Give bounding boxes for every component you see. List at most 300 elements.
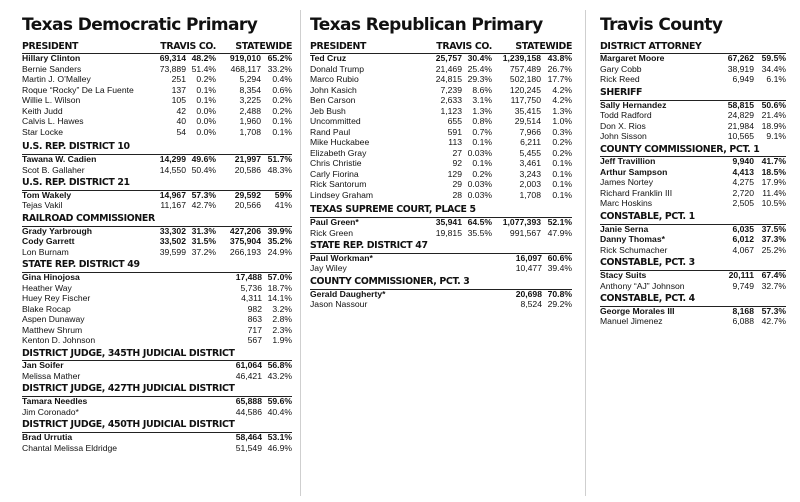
- race-section: [22, 384, 292, 418]
- statewide-percent: 0.1%: [552, 179, 572, 190]
- travis-percent: 31.3%: [191, 225, 216, 236]
- candidate-name: Roque “Rocky” De La Fuente: [22, 85, 134, 95]
- travis-votes: 38,919: [727, 63, 754, 74]
- statewide-percent: 4.2%: [552, 95, 572, 106]
- statewide-percent: 0.1%: [552, 189, 572, 200]
- statewide-votes: 1,239,158: [502, 53, 541, 64]
- race-title: DISTRICT JUDGE, 345TH JUDICIAL DISTRICT: [22, 347, 235, 359]
- travis-percent: 64.5%: [467, 217, 492, 228]
- travis-percent: 18.7%: [267, 282, 292, 293]
- travis-percent: 0.1%: [196, 95, 216, 106]
- race-section: [22, 42, 292, 139]
- travis-votes: 9,940: [732, 156, 754, 167]
- race-title: COUNTY COMMISSIONER, PCT. 3: [310, 275, 470, 287]
- candidate-row: [600, 157, 786, 168]
- statewide-votes: 757,489: [509, 63, 541, 74]
- travis-percent: 18.5%: [761, 166, 786, 177]
- travis-percent: 17.9%: [761, 177, 786, 188]
- candidate-name: George Morales III: [600, 306, 675, 316]
- travis-votes: 9,749: [732, 280, 754, 291]
- candidate-name: Gerald Daugherty*: [310, 289, 386, 299]
- travis-votes: 21,984: [727, 120, 754, 131]
- candidate-name: Carly Fiorina: [310, 169, 359, 179]
- travis-votes: 58,464: [235, 432, 262, 443]
- race-section: [600, 42, 786, 86]
- candidate-name: Hillary Clinton: [22, 54, 81, 64]
- race-section: [22, 214, 292, 258]
- travis-votes: 567: [247, 335, 262, 346]
- travis-votes: 14,967: [159, 189, 186, 200]
- statewide-percent: 0.1%: [552, 158, 572, 169]
- travis-percent: 10.5%: [761, 198, 786, 209]
- travis-votes: 21,469: [435, 63, 462, 74]
- column-title: Texas Republican Primary: [310, 15, 543, 35]
- candidate-name: Tejas Vakil: [22, 201, 63, 211]
- statewide-votes: 29,592: [234, 189, 261, 200]
- travis-percent: 37.3%: [761, 234, 786, 245]
- candidate-row: [600, 225, 786, 236]
- travis-votes: 40: [176, 116, 186, 127]
- race-section: [22, 349, 292, 383]
- candidate-name: Donald Trump: [310, 64, 364, 74]
- race-title: PRESIDENT: [22, 40, 79, 52]
- travis-votes: 17,488: [235, 272, 262, 283]
- race-section: [600, 212, 786, 256]
- travis-votes: 73,889: [159, 63, 186, 74]
- travis-percent: 11.4%: [762, 187, 786, 198]
- statewide-percent: 1.3%: [552, 105, 572, 116]
- statewide-percent: 39.9%: [267, 225, 292, 236]
- travis-percent: 0.8%: [472, 116, 492, 127]
- travis-percent: 29.2%: [547, 299, 572, 310]
- race-section: [22, 178, 292, 212]
- travis-percent: 30.4%: [467, 53, 492, 64]
- candidate-name: Jeb Bush: [310, 106, 346, 116]
- statewide-votes: 2,003: [519, 179, 541, 190]
- travis-percent: 39.4%: [547, 263, 572, 274]
- travis-percent: 34.4%: [761, 63, 786, 74]
- travis-percent: 8.6%: [472, 84, 492, 95]
- travis-votes: 655: [447, 116, 462, 127]
- statewide-votes: 3,225: [239, 95, 261, 106]
- travis-votes: 19,815: [435, 227, 462, 238]
- travis-votes: 863: [247, 314, 262, 325]
- travis-percent: 0.03%: [467, 147, 492, 158]
- candidate-name: Scot B. Gallaher: [22, 165, 85, 175]
- race-heading: [600, 294, 786, 307]
- candidate-name: Sally Hernandez: [600, 100, 667, 110]
- statewide-percent: 43.8%: [547, 53, 572, 64]
- travis-votes: 54: [176, 126, 186, 137]
- travis-percent: 48.2%: [191, 53, 216, 64]
- travis-votes: 92: [452, 158, 462, 169]
- travis-votes: 8,524: [520, 299, 542, 310]
- candidate-name: Star Locke: [22, 127, 64, 137]
- candidate-row: [22, 336, 292, 347]
- candidate-row: [22, 166, 292, 177]
- race-section: [22, 142, 292, 176]
- statewide-votes: 427,206: [229, 225, 261, 236]
- race-heading: [600, 258, 786, 271]
- race-section: [310, 205, 572, 239]
- candidate-name: Mike Huckabee: [310, 138, 370, 148]
- travis-votes: 20,111: [728, 270, 754, 281]
- travis-percent: 0.0%: [196, 105, 216, 116]
- statewide-votes: 1,960: [239, 116, 261, 127]
- race-section: [600, 294, 786, 328]
- travis-percent: 56.8%: [267, 360, 292, 371]
- race-title: STATE REP. DISTRICT 47: [310, 240, 428, 252]
- statewide-percent: 51.7%: [267, 154, 292, 165]
- travis-votes: 29: [452, 179, 462, 190]
- candidate-name: Matthew Shrum: [22, 325, 83, 335]
- candidate-row: [600, 54, 786, 65]
- candidate-name: Chris Christie: [310, 159, 362, 169]
- travis-percent: 0.1%: [472, 158, 492, 169]
- travis-votes: 7,239: [440, 84, 462, 95]
- statewide-percent: 0.2%: [272, 95, 292, 106]
- travis-percent: 0.7%: [472, 126, 492, 137]
- travis-percent: 31.5%: [191, 236, 216, 247]
- candidate-name: John Kasich: [310, 85, 357, 95]
- candidate-name: Todd Radford: [600, 111, 652, 121]
- travis-percent: 43.2%: [267, 370, 292, 381]
- column-header-statewide: STATEWIDE: [235, 40, 292, 52]
- travis-percent: 25.2%: [761, 244, 786, 255]
- statewide-percent: 33.2%: [267, 63, 292, 74]
- travis-percent: 46.9%: [267, 442, 292, 453]
- statewide-percent: 0.2%: [552, 137, 572, 148]
- travis-votes: 6,035: [732, 223, 754, 234]
- travis-percent: 40.4%: [267, 406, 292, 417]
- candidate-row: [22, 248, 292, 259]
- travis-votes: 251: [171, 74, 186, 85]
- travis-percent: 53.1%: [267, 432, 292, 443]
- travis-percent: 1.3%: [472, 105, 492, 116]
- travis-votes: 10,477: [515, 263, 542, 274]
- race-title: STATE REP. DISTRICT 49: [22, 259, 140, 271]
- race-title: PRESIDENT: [310, 40, 367, 52]
- statewide-votes: 7,966: [519, 126, 541, 137]
- candidate-name: Margaret Moore: [600, 54, 665, 64]
- candidate-row: [600, 317, 786, 328]
- travis-votes: 10,565: [727, 131, 754, 142]
- candidate-name: Elizabeth Gray: [310, 148, 367, 158]
- statewide-votes: 29,514: [514, 116, 541, 127]
- statewide-percent: 4.2%: [552, 84, 572, 95]
- candidate-name: James Nortey: [600, 178, 654, 188]
- race-heading: [22, 214, 292, 227]
- travis-votes: 44,586: [235, 406, 262, 417]
- candidate-name: Tawana W. Cadien: [22, 155, 97, 165]
- travis-percent: 70.8%: [547, 288, 572, 299]
- race-title: SHERIFF: [600, 86, 643, 98]
- travis-percent: 60.6%: [547, 252, 572, 263]
- travis-votes: 24,829: [727, 110, 754, 121]
- travis-percent: 0.0%: [196, 126, 216, 137]
- travis-percent: 59.6%: [267, 396, 292, 407]
- travis-percent: 57.0%: [267, 272, 292, 283]
- statewide-votes: 991,567: [509, 227, 541, 238]
- travis-percent: 57.3%: [191, 189, 216, 200]
- statewide-percent: 0.3%: [552, 126, 572, 137]
- statewide-votes: 20,586: [234, 164, 261, 175]
- statewide-percent: 24.9%: [267, 246, 292, 257]
- candidate-name: Marco Rubio: [310, 75, 359, 85]
- candidate-name: Willie L. Wilson: [22, 96, 81, 106]
- statewide-votes: 117,750: [510, 95, 541, 106]
- travis-votes: 129: [447, 168, 462, 179]
- travis-votes: 69,314: [159, 53, 186, 64]
- column-republican: [310, 0, 572, 312]
- column-democratic: [22, 0, 292, 455]
- candidate-row: [600, 75, 786, 86]
- candidate-name: Anthony “AJ” Johnson: [600, 281, 685, 291]
- race-title: TEXAS SUPREME COURT, PLACE 5: [310, 204, 476, 216]
- statewide-votes: 5,455: [519, 147, 541, 158]
- travis-votes: 2,720: [732, 187, 754, 198]
- candidate-name: Bernie Sanders: [22, 64, 82, 74]
- statewide-percent: 47.9%: [547, 227, 572, 238]
- column-divider: [585, 10, 586, 496]
- travis-votes: 4,067: [732, 244, 754, 255]
- column-divider: [300, 10, 301, 496]
- travis-percent: 59.5%: [761, 53, 786, 64]
- travis-percent: 0.2%: [472, 168, 492, 179]
- candidate-row: [600, 189, 786, 200]
- column-header-travis: TRAVIS CO.: [160, 40, 216, 52]
- candidate-row: [22, 372, 292, 383]
- statewide-votes: 20,566: [234, 200, 261, 211]
- travis-votes: 137: [171, 84, 186, 95]
- travis-votes: 33,502: [159, 236, 186, 247]
- race-section: [310, 42, 572, 202]
- candidate-name: Don X. Rios: [600, 121, 646, 131]
- travis-votes: 982: [247, 303, 262, 314]
- column-header-statewide: STATEWIDE: [515, 40, 572, 52]
- travis-votes: 16,097: [515, 252, 542, 263]
- travis-votes: 65,888: [235, 396, 262, 407]
- travis-percent: 42.7%: [761, 316, 786, 327]
- travis-percent: 2.3%: [272, 324, 292, 335]
- travis-votes: 591: [447, 126, 462, 137]
- travis-percent: 0.1%: [472, 137, 492, 148]
- race-title: RAILROAD COMMISSIONER: [22, 212, 155, 224]
- statewide-votes: 3,461: [519, 158, 541, 169]
- statewide-votes: 6,211: [520, 137, 541, 148]
- race-section: [310, 241, 572, 275]
- candidate-row: [22, 408, 292, 419]
- candidate-name: Marc Hoskins: [600, 199, 653, 209]
- travis-percent: 25.4%: [467, 63, 492, 74]
- candidate-name: Uncommitted: [310, 117, 361, 127]
- travis-percent: 32.7%: [761, 280, 786, 291]
- statewide-percent: 41%: [274, 200, 292, 211]
- candidate-name: Jan Soifer: [22, 361, 64, 371]
- candidate-name: Calvis L. Hawes: [22, 117, 84, 127]
- candidate-name: Chantal Melissa Eldridge: [22, 443, 118, 453]
- candidate-name: Tamara Needles: [22, 397, 88, 407]
- travis-percent: 21.4%: [761, 110, 786, 121]
- travis-percent: 50.4%: [191, 164, 216, 175]
- statewide-votes: 919,010: [229, 53, 261, 64]
- travis-percent: 37.2%: [191, 246, 216, 257]
- travis-percent: 50.6%: [761, 99, 786, 110]
- candidate-row: [22, 444, 292, 455]
- candidate-name: Martin J. O’Malley: [22, 75, 91, 85]
- candidate-row: [600, 132, 786, 143]
- statewide-percent: 59%: [274, 189, 292, 200]
- travis-votes: 5,736: [240, 282, 262, 293]
- candidate-row: [22, 128, 292, 139]
- candidate-name: Ben Carson: [310, 96, 356, 106]
- candidate-name: Janie Serna: [600, 224, 649, 234]
- travis-votes: 14,299: [159, 154, 186, 165]
- statewide-percent: 0.1%: [272, 126, 292, 137]
- race-section: [600, 258, 786, 292]
- travis-percent: 18.9%: [761, 120, 786, 131]
- candidate-row: [600, 307, 786, 318]
- candidate-name: Rand Paul: [310, 127, 351, 137]
- travis-percent: 41.7%: [761, 156, 786, 167]
- candidate-name: Kenton D. Johnson: [22, 336, 96, 346]
- travis-percent: 0.1%: [196, 84, 216, 95]
- candidate-name: Keith Judd: [22, 106, 63, 116]
- candidate-row: [600, 235, 786, 246]
- candidate-name: Aspen Dunaway: [22, 315, 85, 325]
- statewide-percent: 1.0%: [552, 116, 572, 127]
- candidate-row: [600, 271, 786, 282]
- race-title: CONSTABLE, PCT. 1: [600, 210, 695, 222]
- candidate-name: John Sisson: [600, 132, 647, 142]
- candidate-row: [600, 246, 786, 257]
- candidate-name: Gary Cobb: [600, 64, 642, 74]
- candidate-row: [600, 122, 786, 133]
- travis-percent: 35.5%: [467, 227, 492, 238]
- race-title: U.S. REP. DISTRICT 10: [22, 141, 130, 153]
- statewide-votes: 375,904: [229, 236, 261, 247]
- travis-votes: 42: [176, 105, 186, 116]
- statewide-votes: 5,294: [239, 74, 261, 85]
- race-section: [600, 88, 786, 143]
- travis-votes: 35,941: [435, 217, 462, 228]
- travis-percent: 37.5%: [761, 223, 786, 234]
- candidate-name: Gina Hinojosa: [22, 273, 80, 283]
- statewide-percent: 26.7%: [547, 63, 572, 74]
- travis-votes: 6,949: [732, 74, 754, 85]
- travis-percent: 0.03%: [467, 189, 492, 200]
- race-heading: [600, 42, 786, 55]
- travis-votes: 51,549: [235, 442, 262, 453]
- statewide-percent: 17.7%: [547, 74, 572, 85]
- candidate-row: [600, 282, 786, 293]
- travis-votes: 717: [247, 324, 262, 335]
- travis-votes: 4,311: [241, 293, 262, 304]
- statewide-percent: 65.2%: [267, 53, 292, 64]
- candidate-row: [600, 178, 786, 189]
- statewide-votes: 8,354: [239, 84, 261, 95]
- race-section: [310, 277, 572, 311]
- race-title: COUNTY COMMISSIONER, PCT. 1: [600, 143, 760, 155]
- race-section: [600, 145, 786, 210]
- candidate-name: Rick Green: [310, 228, 353, 238]
- travis-votes: 24,815: [435, 74, 462, 85]
- travis-percent: 2.8%: [272, 314, 292, 325]
- candidate-row: [22, 433, 292, 444]
- travis-votes: 4,275: [732, 177, 754, 188]
- candidate-name: Heather Way: [22, 283, 72, 293]
- statewide-votes: 468,117: [230, 63, 261, 74]
- race-heading: [600, 145, 786, 158]
- travis-votes: 25,757: [435, 53, 462, 64]
- statewide-percent: 35.2%: [267, 236, 292, 247]
- candidate-name: Rick Santorum: [310, 180, 367, 190]
- candidate-row: [310, 264, 572, 275]
- statewide-votes: 35,415: [514, 105, 541, 116]
- travis-votes: 1,123: [440, 105, 462, 116]
- race-title: CONSTABLE, PCT. 4: [600, 293, 695, 305]
- travis-votes: 61,064: [235, 360, 262, 371]
- candidate-name: Richard Franklin III: [600, 188, 673, 198]
- statewide-percent: 0.6%: [272, 84, 292, 95]
- race-title: U.S. REP. DISTRICT 21: [22, 177, 130, 189]
- travis-percent: 57.3%: [761, 305, 786, 316]
- travis-percent: 49.6%: [191, 154, 216, 165]
- travis-votes: 67,262: [727, 53, 754, 64]
- travis-votes: 6,012: [732, 234, 754, 245]
- candidate-name: Jay Wiley: [310, 264, 347, 274]
- statewide-percent: 0.1%: [272, 116, 292, 127]
- statewide-percent: 0.4%: [272, 74, 292, 85]
- race-heading: [600, 88, 786, 101]
- travis-votes: 58,815: [727, 99, 754, 110]
- race-section: [22, 420, 292, 454]
- candidate-name: Arthur Sampson: [600, 167, 668, 177]
- race-heading: [600, 212, 786, 225]
- candidate-name: Huey Rey Fischer: [22, 294, 91, 304]
- candidate-name: Rick Schumacher: [600, 245, 668, 255]
- candidate-name: Paul Green*: [310, 218, 359, 228]
- statewide-percent: 0.2%: [272, 105, 292, 116]
- candidate-row: [22, 201, 292, 212]
- travis-percent: 6.1%: [766, 74, 786, 85]
- race-title: DISTRICT JUDGE, 427TH JUDICIAL DISTRICT: [22, 383, 235, 395]
- candidate-row: [310, 229, 572, 240]
- travis-percent: 0.03%: [467, 179, 492, 190]
- candidate-name: Lon Burnam: [22, 247, 69, 257]
- travis-votes: 46,421: [235, 370, 262, 381]
- statewide-votes: 1,708: [519, 189, 541, 200]
- statewide-votes: 3,243: [519, 168, 541, 179]
- candidate-row: [600, 101, 786, 112]
- race-title: DISTRICT ATTORNEY: [600, 40, 702, 52]
- statewide-votes: 1,708: [239, 126, 261, 137]
- candidate-name: Blake Rocap: [22, 304, 71, 314]
- race-section: [22, 260, 292, 346]
- statewide-percent: 48.3%: [267, 164, 292, 175]
- travis-votes: 27: [452, 147, 462, 158]
- race-title: DISTRICT JUDGE, 450TH JUDICIAL DISTRICT: [22, 419, 235, 431]
- travis-votes: 20,698: [515, 288, 542, 299]
- candidate-name: Stacy Suits: [600, 271, 647, 281]
- travis-votes: 33,302: [159, 225, 186, 236]
- candidate-row: [600, 111, 786, 122]
- travis-percent: 0.2%: [196, 74, 216, 85]
- candidate-name: Melissa Mather: [22, 371, 81, 381]
- travis-votes: 28: [452, 189, 462, 200]
- travis-votes: 14,550: [159, 164, 186, 175]
- travis-percent: 3.2%: [272, 303, 292, 314]
